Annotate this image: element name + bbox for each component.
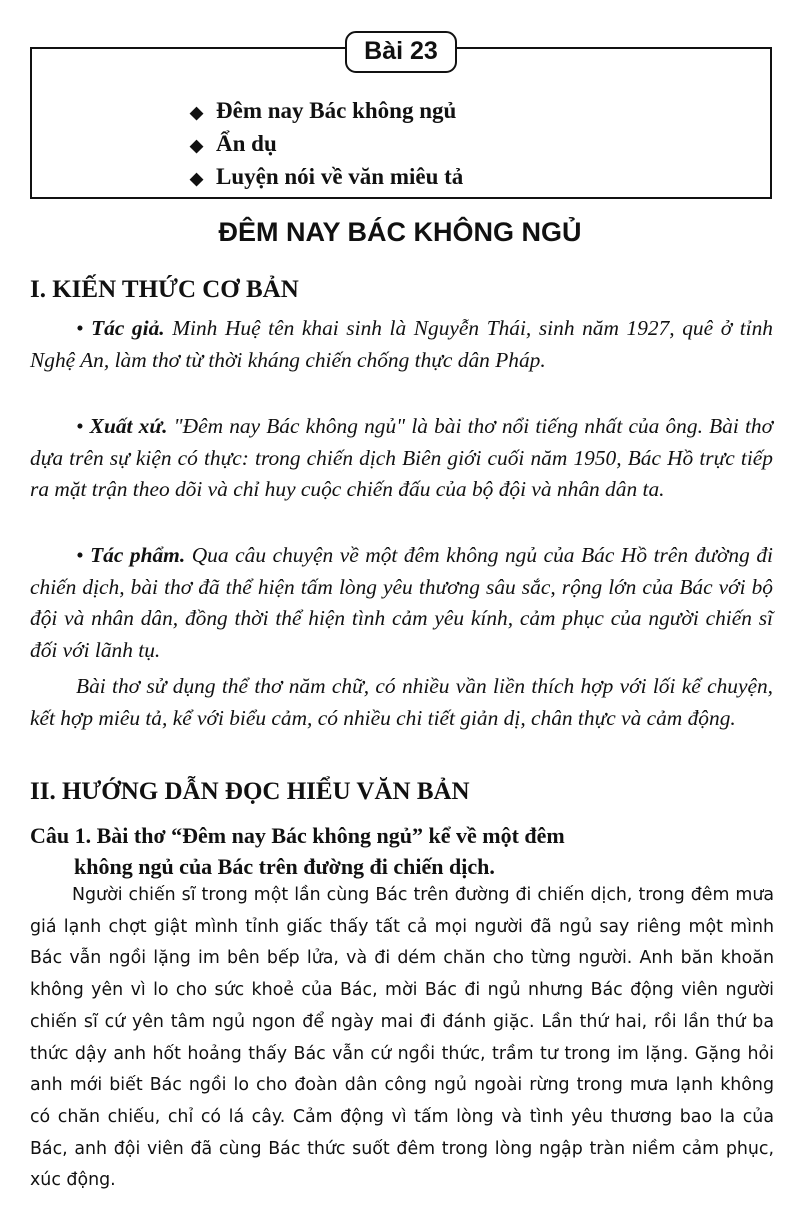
diamond-bullet-icon: ◆: [190, 169, 204, 188]
topic-item: [190, 127, 463, 160]
topic-item: [190, 94, 463, 127]
question-1: [30, 820, 780, 882]
paragraph-lead: Xuất xứ.: [89, 414, 168, 438]
paragraph-lead: Tác giả.: [91, 316, 165, 340]
answer-paragraph: Người chiến sĩ trong một lần cùng Bác trên đường đi chiến dịch, trong đêm mưa giá lạnh chợt giật mình tỉnh giấc thấy tất cả mọi người đã ngủ say riêng một mình Bác vẫn ngồi lặng im bên bếp lửa, và đi dém chăn cho từng người. Anh băn khoăn không yên vì lo cho sức khoẻ của Bác, mời Bác đi ngủ nhưng Bác động viên người chiến sĩ cứ yên tâm ngủ ngon để ngày mai đi đánh giặc. Lần thứ hai, rồi lần thứ ba thức dậy anh hốt hoảng thấy Bác vẫn cứ ngồi thức, trầm tư trong im lặng. Gặng hỏi anh mới biết Bác ngồi lo cho đoàn dân công ngủ ngoài rừng trong mưa lạnh không có chăn chiếu, chỉ có lá cây. Cảm động vì tấm lòng và tình yêu thương bao la của Bác, anh đội viên đã cùng Bác thức suốt đêm trong lòng ngập tràn niềm cảm phục, xúc động.: [30, 885, 774, 1191]
page-title: ĐÊM NAY BÁC KHÔNG NGỦ: [218, 217, 582, 247]
section-heading-basic-knowledge: I. KIẾN THỨC CƠ BẢN: [30, 276, 299, 303]
paragraph-lead: Tác phẩm.: [90, 543, 186, 567]
paragraph-author: • Tác giả. Minh Huệ tên khai sinh là Nguyễn Thái, sinh năm 1927, quê ở tỉnh Nghệ An, làm thơ từ thời kháng chiến chống thực dân Pháp.: [30, 316, 773, 372]
topic-label: Ẩn dụ: [216, 131, 277, 156]
diamond-bullet-icon: ◆: [190, 103, 204, 122]
diamond-bullet-icon: ◆: [190, 136, 204, 155]
paragraph-work: • Tác phẩm. Qua câu chuyện về một đêm không ngủ của Bác Hồ trên đường đi chiến dịch, bài thơ đã thể hiện tấm lòng yêu thương sâu sắc, rộng lớn của Bác với bộ đội và nhân dân, đồng thời thể hiện tình cảm yêu kính, cảm phục của người chiến sĩ đối với lãnh tụ.: [30, 543, 773, 662]
paragraph-origin: • Xuất xứ. "Đêm nay Bác không ngủ" là bài thơ nổi tiếng nhất của ông. Bài thơ dựa trên sự kiện có thực: trong chiến dịch Biên giới cuối năm 1950, Bác Hồ trực tiếp ra mặt trận theo dõi và chỉ huy cuộc chiến đấu của bộ đội và nhân dân ta.: [30, 414, 773, 501]
topic-label: Luyện nói về văn miêu tả: [216, 164, 464, 189]
section-heading-reading-guide: II. HƯỚNG DẪN ĐỌC HIỂU VĂN BẢN: [30, 778, 470, 805]
lesson-badge: Bài 23: [345, 31, 457, 73]
paragraph-form: Bài thơ sử dụng thể thơ năm chữ, có nhiều vần liền thích hợp với lối kể chuyện, kết hợp miêu tả, kể với biểu cảm, có nhiều chi tiết giản dị, chân thực và cảm động.: [30, 674, 773, 730]
topic-item: [190, 160, 463, 193]
topic-label: Đêm nay Bác không ngủ: [216, 98, 457, 123]
topic-list: [190, 94, 463, 193]
question-line: không ngủ của Bác trên đường đi chiến dịch.: [74, 854, 495, 879]
question-line: Câu 1. Bài thơ “Đêm nay Bác không ngủ” kể về một đêm: [30, 823, 565, 848]
